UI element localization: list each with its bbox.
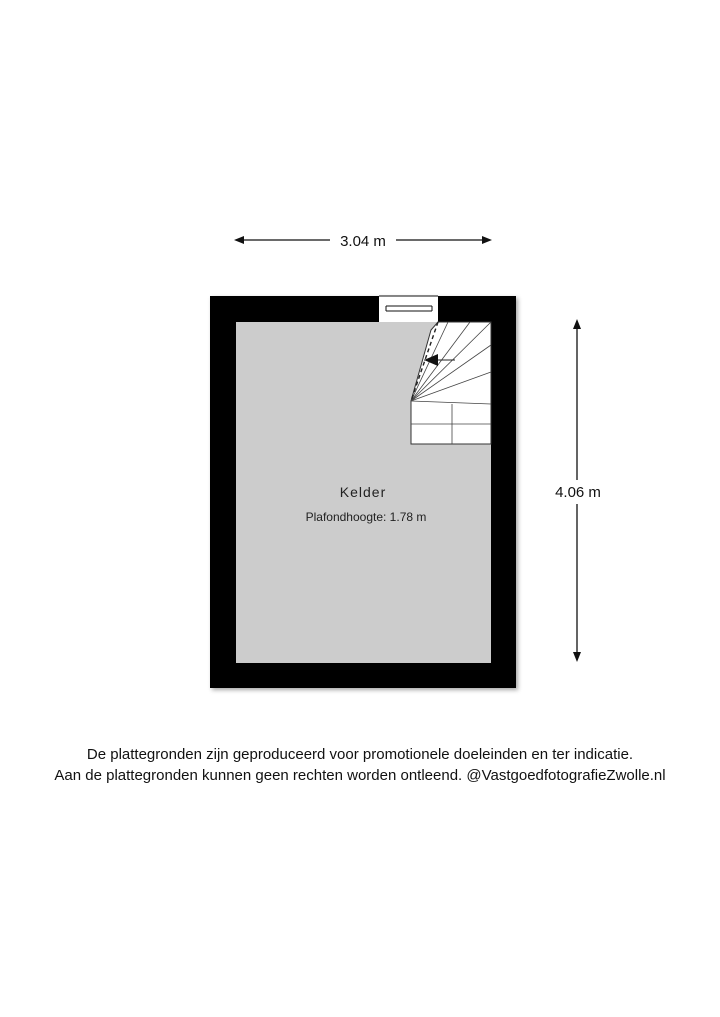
depth-dimension <box>548 319 608 662</box>
window <box>379 296 438 322</box>
depth-dimension-arrow-top <box>573 319 581 329</box>
disclaimer-line-1: De plattegronden zijn geproduceerd voor promotionele doeleinden en ter indicatie. <box>86 746 634 763</box>
disclaimer <box>0 744 720 786</box>
room-ceiling-height: Plafondhoogte: 1.78 m <box>305 510 427 524</box>
room-name: Kelder <box>339 484 387 500</box>
width-dimension-arrow-left <box>234 236 244 244</box>
depth-dimension-label: 4.06 m <box>555 484 601 501</box>
width-dimension-label: 3.04 m <box>340 233 386 250</box>
disclaimer-line-2: Aan de plattegronden kunnen geen rechten worden ontleend. @VastgoedfotografieZwolle.nl <box>54 767 666 784</box>
width-dimension <box>234 233 492 250</box>
depth-dimension-arrow-bottom <box>573 652 581 662</box>
width-dimension-arrow-right <box>482 236 492 244</box>
